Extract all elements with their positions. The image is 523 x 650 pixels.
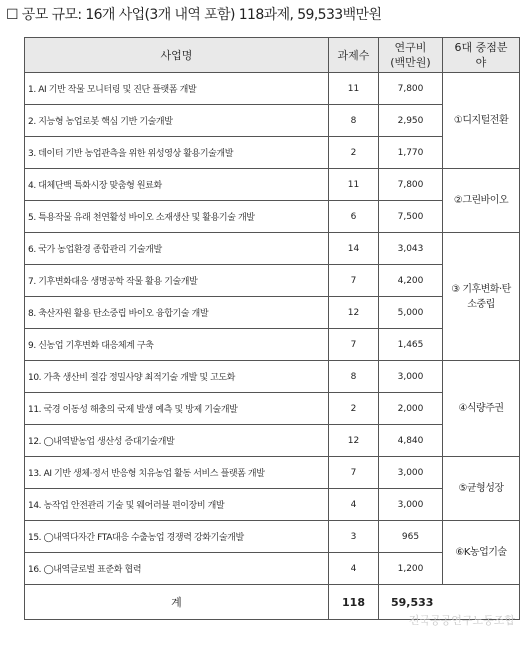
program-name-cell: 10. 가축 생산비 절감 정밀사양 최적기술 개발 및 고도화 xyxy=(25,361,329,393)
table-header-row xyxy=(25,38,520,73)
budget-cell: 965 xyxy=(379,521,443,553)
program-name-cell: 7. 기후변화대응 생명공학 작물 활용 기술개발 xyxy=(25,265,329,297)
task-count-cell: 8 xyxy=(329,361,379,393)
total-label: 계 xyxy=(25,585,329,620)
budget-cell: 4,840 xyxy=(379,425,443,457)
table-body xyxy=(25,73,520,620)
task-count-cell: 7 xyxy=(329,329,379,361)
table-row xyxy=(25,73,520,105)
category-cell: ⑥K농업기술 xyxy=(443,521,520,585)
program-name-cell: 14. 농작업 안전관리 기술 및 웨어러블 편이장비 개발 xyxy=(25,489,329,521)
budget-cell: 3,000 xyxy=(379,489,443,521)
budget-cell: 3,043 xyxy=(379,233,443,265)
col-header-count: 과제수 xyxy=(329,38,379,73)
total-budget: 59,533 xyxy=(379,585,520,620)
budget-cell: 1,465 xyxy=(379,329,443,361)
budget-cell: 7,800 xyxy=(379,73,443,105)
program-name-cell: 1. AI 기반 작물 모니터링 및 진단 플랫폼 개발 xyxy=(25,73,329,105)
budget-cell: 7,500 xyxy=(379,201,443,233)
task-count-cell: 4 xyxy=(329,489,379,521)
budget-cell: 3,000 xyxy=(379,457,443,489)
table-row xyxy=(25,457,520,489)
task-count-cell: 14 xyxy=(329,233,379,265)
program-name-cell: 5. 특용작물 유래 천연활성 바이오 소재생산 및 활용기술 개발 xyxy=(25,201,329,233)
task-count-cell: 11 xyxy=(329,169,379,201)
task-count-cell: 6 xyxy=(329,201,379,233)
task-count-cell: 3 xyxy=(329,521,379,553)
category-cell: ③ 기후변화·탄 소중립 xyxy=(443,233,520,361)
task-count-cell: 7 xyxy=(329,265,379,297)
program-table xyxy=(24,37,520,620)
table-row xyxy=(25,233,520,265)
task-count-cell: 4 xyxy=(329,553,379,585)
category-cell: ④식량주권 xyxy=(443,361,520,457)
task-count-cell: 7 xyxy=(329,457,379,489)
program-name-cell: 13. AI 기반 생체·정서 반응형 치유농업 활동 서비스 플랫폼 개발 xyxy=(25,457,329,489)
task-count-cell: 2 xyxy=(329,137,379,169)
table-row xyxy=(25,361,520,393)
task-count-cell: 11 xyxy=(329,73,379,105)
program-name-cell: 4. 대체단백 특화시장 맞춤형 원료화 xyxy=(25,169,329,201)
task-count-cell: 2 xyxy=(329,393,379,425)
program-name-cell: 6. 국가 농업환경 종합관리 기술개발 xyxy=(25,233,329,265)
category-cell: ②그린바이오 xyxy=(443,169,520,233)
program-name-cell: 11. 국경 이동성 해충의 국제 발생 예측 및 방제 기술개발 xyxy=(25,393,329,425)
budget-cell: 1,200 xyxy=(379,553,443,585)
category-cell: ①디지털전환 xyxy=(443,73,520,169)
table-row xyxy=(25,521,520,553)
task-count-cell: 12 xyxy=(329,425,379,457)
program-name-cell: 2. 지능형 농업로봇 핵심 기반 기술개발 xyxy=(25,105,329,137)
program-name-cell: 16. ◯내역글로벌 표준화 협력 xyxy=(25,553,329,585)
budget-cell: 5,000 xyxy=(379,297,443,329)
total-count: 118 xyxy=(329,585,379,620)
program-name-cell: 8. 축산자원 활용 탄소중립 바이오 융합기술 개발 xyxy=(25,297,329,329)
program-name-cell: 15. ◯내역다자간 FTA대응 수출농업 경쟁력 강화기술개발 xyxy=(25,521,329,553)
budget-cell: 1,770 xyxy=(379,137,443,169)
program-name-cell: 12. ◯내역밭농업 생산성 증대기술개발 xyxy=(25,425,329,457)
program-name-cell: 3. 데이터 기반 농업관측을 위한 위성영상 활용기술개발 xyxy=(25,137,329,169)
table-row xyxy=(25,169,520,201)
page-heading: ☐ 공모 규모: 16개 사업(3개 내역 포함) 118과제, 59,533백만원 xyxy=(6,7,382,23)
budget-cell: 2,950 xyxy=(379,105,443,137)
category-cell: ⑤균형성장 xyxy=(443,457,520,521)
budget-cell: 4,200 xyxy=(379,265,443,297)
col-header-category: 6대 중점분 야 xyxy=(443,38,520,73)
task-count-cell: 12 xyxy=(329,297,379,329)
budget-cell: 3,000 xyxy=(379,361,443,393)
program-name-cell: 9. 신농업 기후변화 대응체계 구축 xyxy=(25,329,329,361)
col-header-name: 사업명 xyxy=(25,38,329,73)
watermark: 전국공공연구노동조합 xyxy=(408,614,515,627)
budget-cell: 2,000 xyxy=(379,393,443,425)
col-header-budget: 연구비 (백만원) xyxy=(379,38,443,73)
task-count-cell: 8 xyxy=(329,105,379,137)
budget-cell: 7,800 xyxy=(379,169,443,201)
